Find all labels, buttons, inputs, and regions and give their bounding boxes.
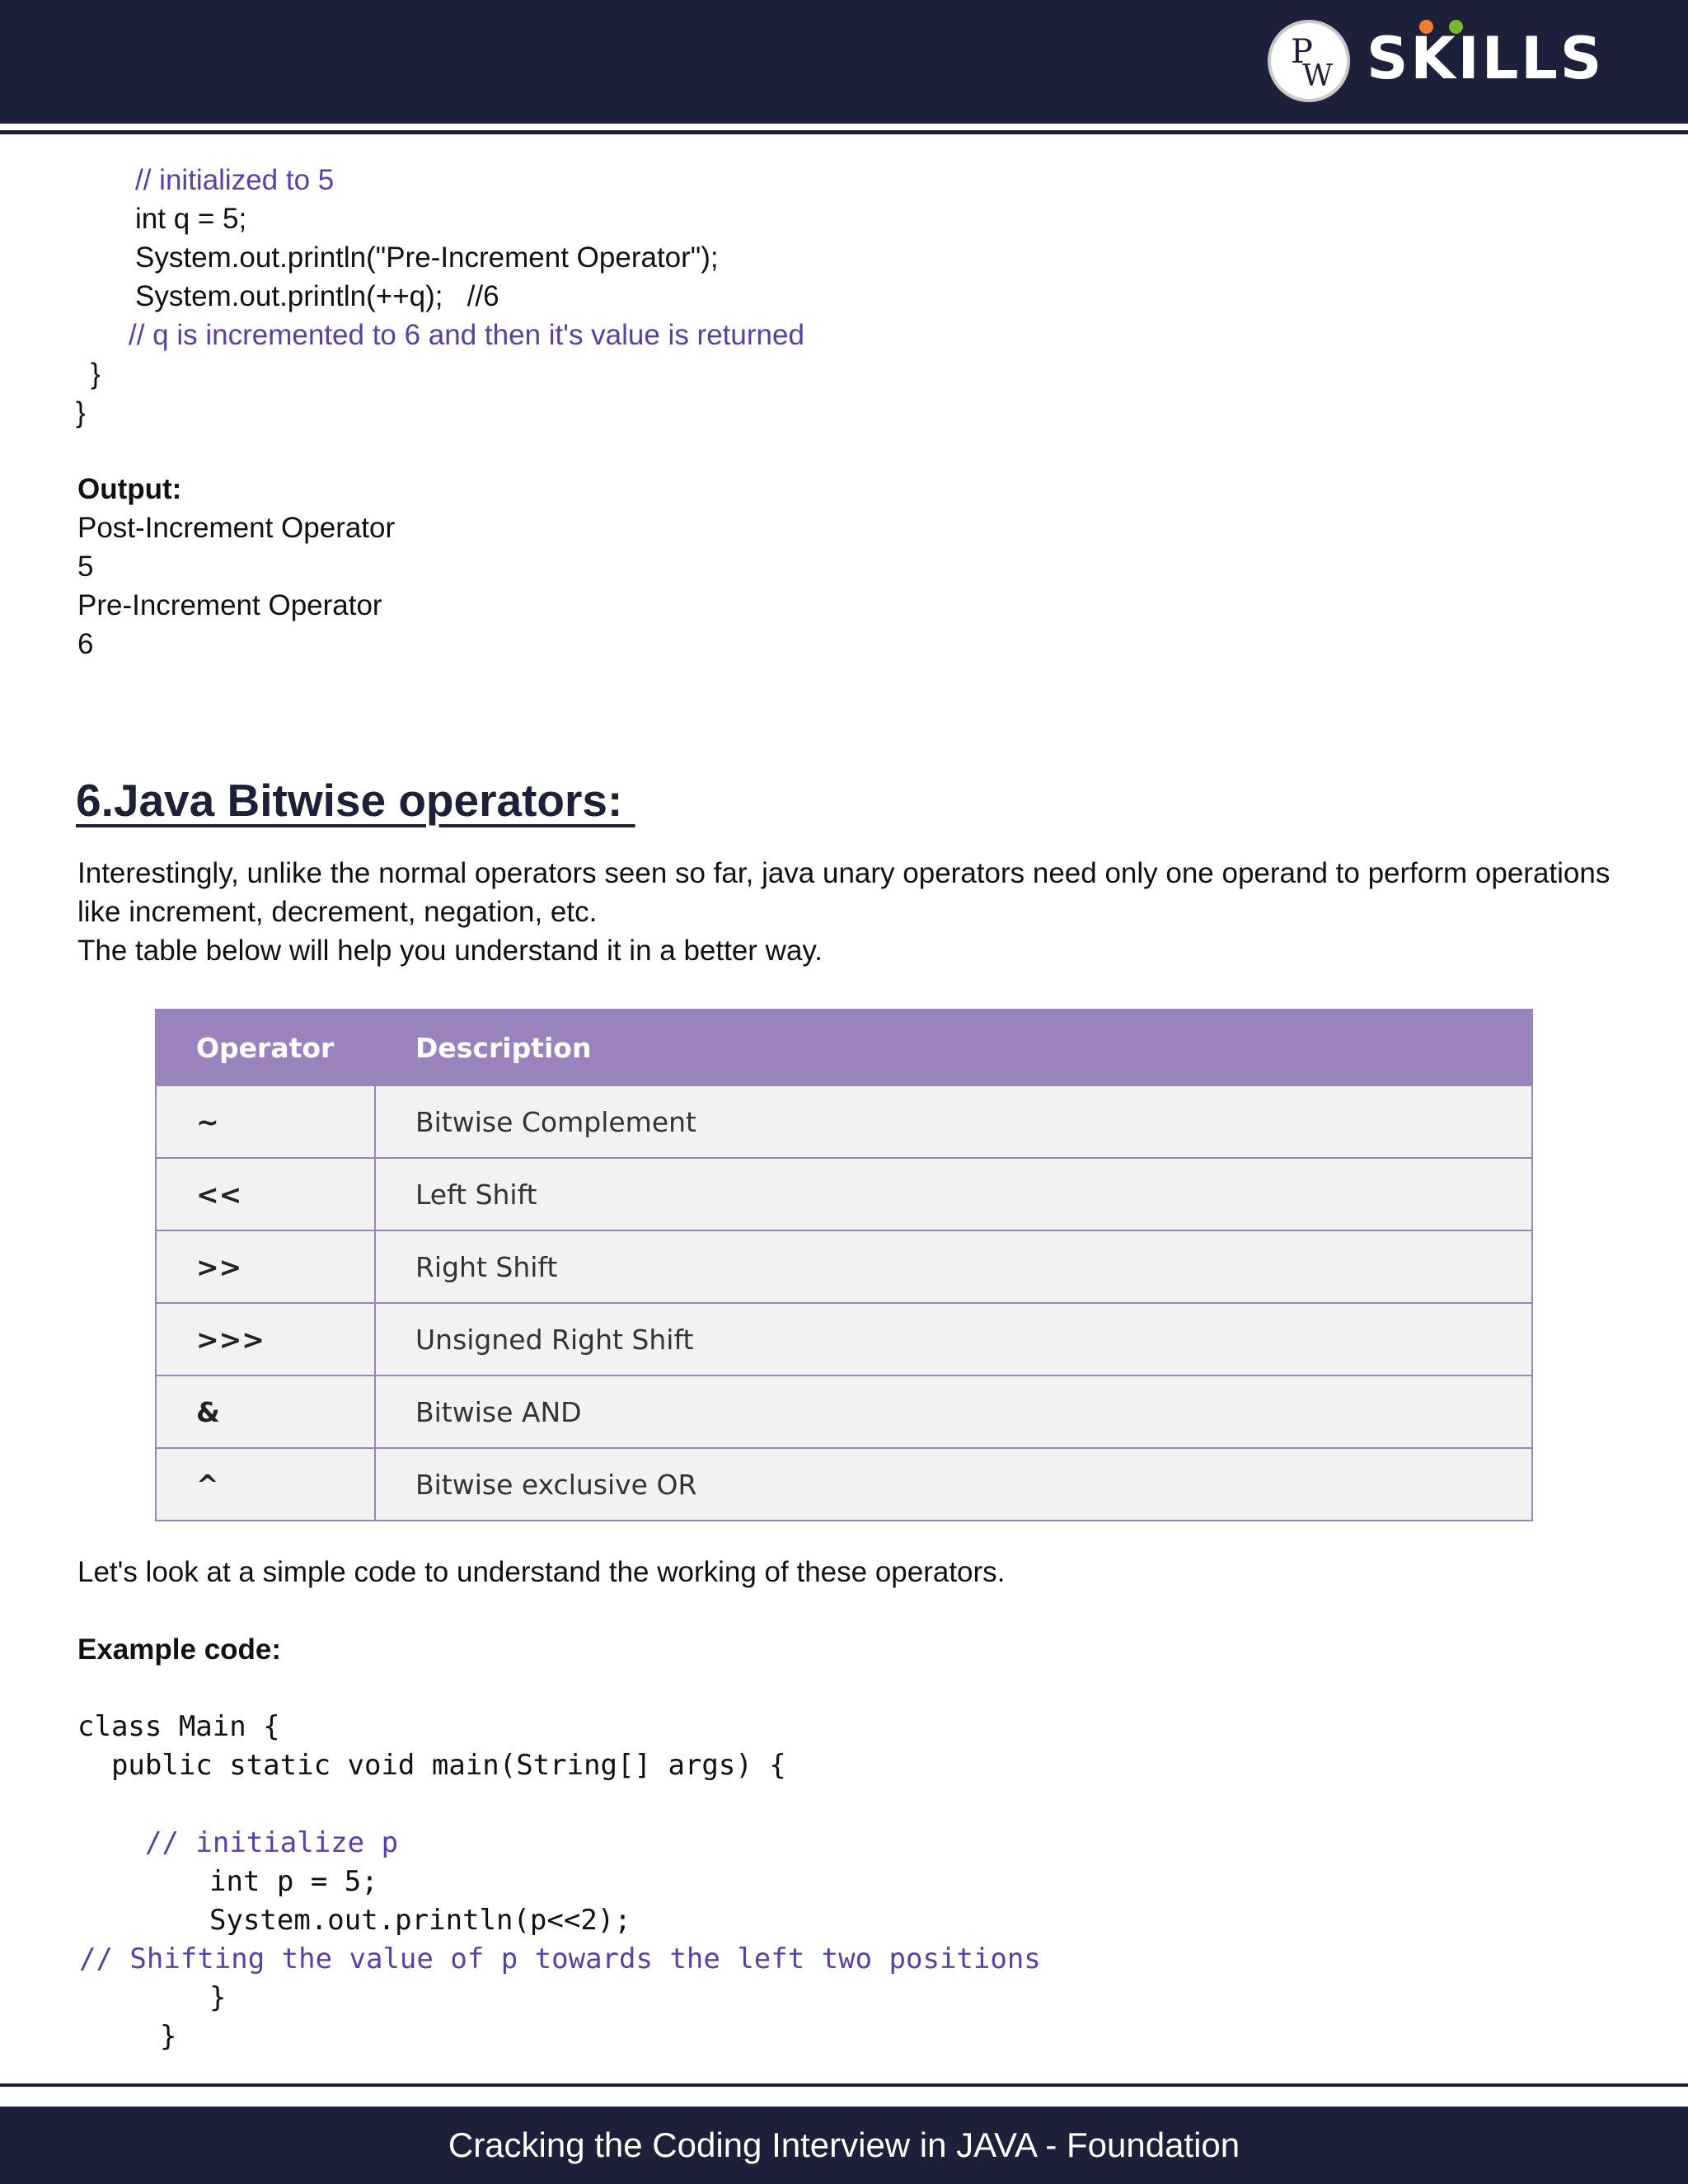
description-cell: Left Shift: [375, 1158, 1532, 1230]
body-text: Let's look at a simple code to understand the working of these operators.: [77, 1556, 1006, 1588]
description-cell: Bitwise AND: [375, 1376, 1532, 1448]
table-row: [156, 1303, 1532, 1376]
code-brace: }: [160, 2020, 177, 2053]
section-paragraph: [77, 854, 1627, 970]
pw-skills-logo: [1266, 18, 1605, 104]
header-divider: [0, 130, 1688, 134]
operator-cell: >>>: [156, 1303, 375, 1376]
bitwise-operators-table: [155, 1009, 1533, 1521]
pw-logo-icon: [1268, 20, 1350, 102]
column-header: Operator: [156, 1010, 375, 1085]
code-line: System.out.println(++q); //6: [135, 280, 499, 312]
code-brace: }: [76, 396, 86, 429]
code-line: int p = 5;: [209, 1865, 378, 1898]
output-line: Pre-Increment Operator: [77, 589, 382, 621]
table-row: [156, 1376, 1532, 1448]
operator-cell: >>: [156, 1230, 375, 1303]
footer-divider: [0, 2083, 1688, 2087]
description-cell: Unsigned Right Shift: [375, 1303, 1532, 1376]
operator-cell: ^: [156, 1448, 375, 1521]
code-brace: }: [209, 1981, 227, 2014]
footer-title: Cracking the Coding Interview in JAVA - Foundation: [448, 2125, 1240, 2164]
table-row: [156, 1085, 1532, 1158]
paragraph-text: Interestingly, unlike the normal operators seen so far, java unary operators need only one operand to perform operations like increment, decrement, negation, etc.: [77, 857, 1611, 928]
description-cell: Right Shift: [375, 1230, 1532, 1303]
page-footer: [0, 2107, 1688, 2184]
code-brace: }: [91, 358, 101, 390]
description-cell: Bitwise Complement: [375, 1085, 1532, 1158]
code-line: System.out.println("Pre-Increment Operator");: [135, 241, 719, 274]
column-header: Description: [375, 1010, 1532, 1085]
code-line: System.out.println(p<<2);: [209, 1904, 631, 1937]
code-comment: // Shifting the value of p towards the left two positions: [79, 1943, 1041, 1975]
operator-cell: <<: [156, 1158, 375, 1230]
section-heading: 6.Java Bitwise operators:: [76, 775, 635, 826]
operator-cell: ~: [156, 1085, 375, 1158]
example-label: Example code:: [77, 1633, 282, 1666]
code-line: public static void main(String[] args) {: [77, 1749, 786, 1782]
output-line: 5: [77, 551, 94, 583]
output-label: Output:: [77, 473, 182, 505]
output-line: Post-Increment Operator: [77, 512, 396, 544]
table-row: [156, 1230, 1532, 1303]
output-line: 6: [77, 628, 94, 660]
code-comment: // q is incremented to 6 and then it's value is returned: [129, 319, 804, 351]
logo-wordmark: SKILLS: [1367, 25, 1605, 92]
table-row: [156, 1448, 1532, 1521]
table-row: [156, 1158, 1532, 1230]
table-header-row: [156, 1010, 1532, 1085]
svg-text:P: P: [1291, 33, 1313, 71]
code-line: int q = 5;: [135, 203, 247, 235]
paragraph-text: The table below will help you understand it in a better way.: [77, 935, 823, 967]
page-header: [0, 0, 1688, 124]
code-line: class Main {: [77, 1710, 280, 1743]
svg-text:W: W: [1302, 59, 1334, 93]
code-comment: // initialize p: [145, 1826, 399, 1859]
description-cell: Bitwise exclusive OR: [375, 1448, 1532, 1521]
code-comment: // initialized to 5: [135, 164, 335, 196]
operator-cell: &: [156, 1376, 375, 1448]
